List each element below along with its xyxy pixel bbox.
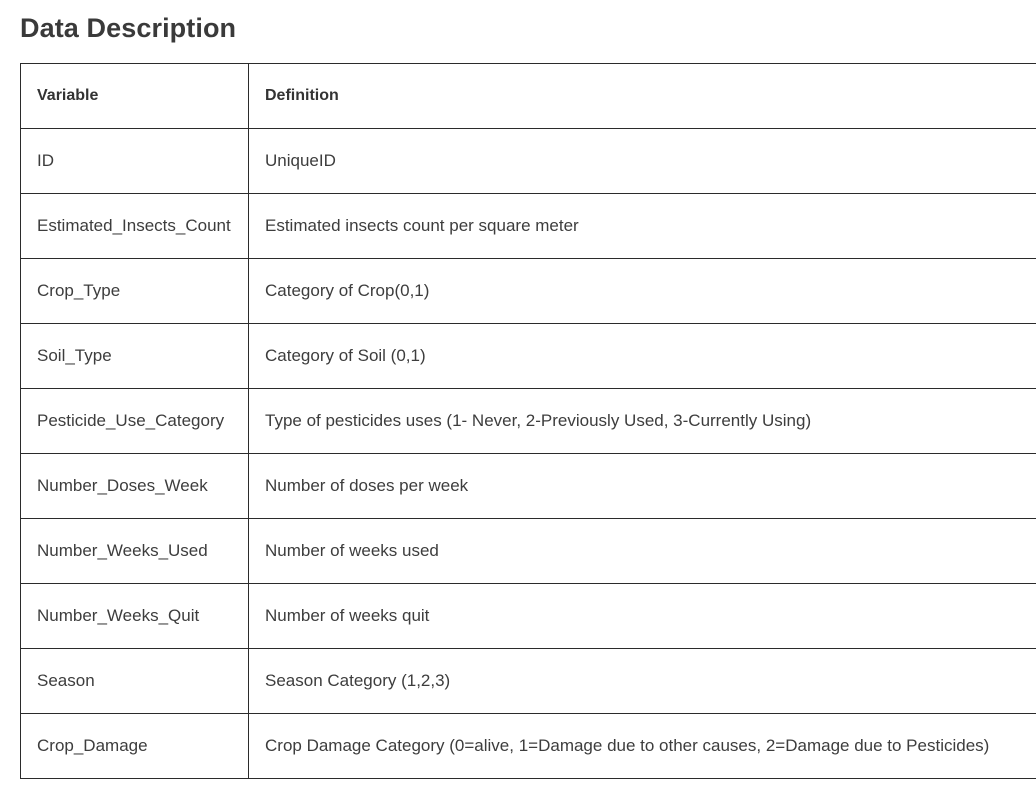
cell-variable: Soil_Type — [21, 324, 249, 389]
cell-definition: Category of Crop(0,1) — [249, 259, 1036, 324]
table-row — [21, 649, 1036, 714]
cell-variable: Crop_Damage — [21, 714, 249, 779]
cell-definition: Category of Soil (0,1) — [249, 324, 1036, 389]
header-variable: Variable — [21, 64, 249, 129]
cell-definition: Type of pesticides uses (1- Never, 2-Previously Used, 3-Currently Using) — [249, 389, 1036, 454]
cell-variable: Estimated_Insects_Count — [21, 194, 249, 259]
table-row — [21, 194, 1036, 259]
table-row — [21, 454, 1036, 519]
table-row — [21, 259, 1036, 324]
cell-definition: UniqueID — [249, 129, 1036, 194]
cell-variable: ID — [21, 129, 249, 194]
table-row — [21, 584, 1036, 649]
cell-definition: Season Category (1,2,3) — [249, 649, 1036, 714]
cell-definition: Number of doses per week — [249, 454, 1036, 519]
data-description-table — [20, 63, 1036, 779]
cell-variable: Number_Doses_Week — [21, 454, 249, 519]
cell-definition: Estimated insects count per square meter — [249, 194, 1036, 259]
header-definition: Definition — [249, 64, 1036, 129]
table-row — [21, 714, 1036, 779]
cell-definition: Number of weeks quit — [249, 584, 1036, 649]
table-row — [21, 129, 1036, 194]
cell-variable: Season — [21, 649, 249, 714]
cell-variable: Pesticide_Use_Category — [21, 389, 249, 454]
page-title: Data Description — [20, 13, 237, 43]
cell-variable: Number_Weeks_Quit — [21, 584, 249, 649]
table-row — [21, 519, 1036, 584]
cell-variable: Crop_Type — [21, 259, 249, 324]
cell-variable: Number_Weeks_Used — [21, 519, 249, 584]
table-row — [21, 389, 1036, 454]
cell-definition: Crop Damage Category (0=alive, 1=Damage due to other causes, 2=Damage due to Pesticides) — [249, 714, 1036, 779]
cell-definition: Number of weeks used — [249, 519, 1036, 584]
table-row — [21, 324, 1036, 389]
table-header-row — [21, 64, 1036, 129]
